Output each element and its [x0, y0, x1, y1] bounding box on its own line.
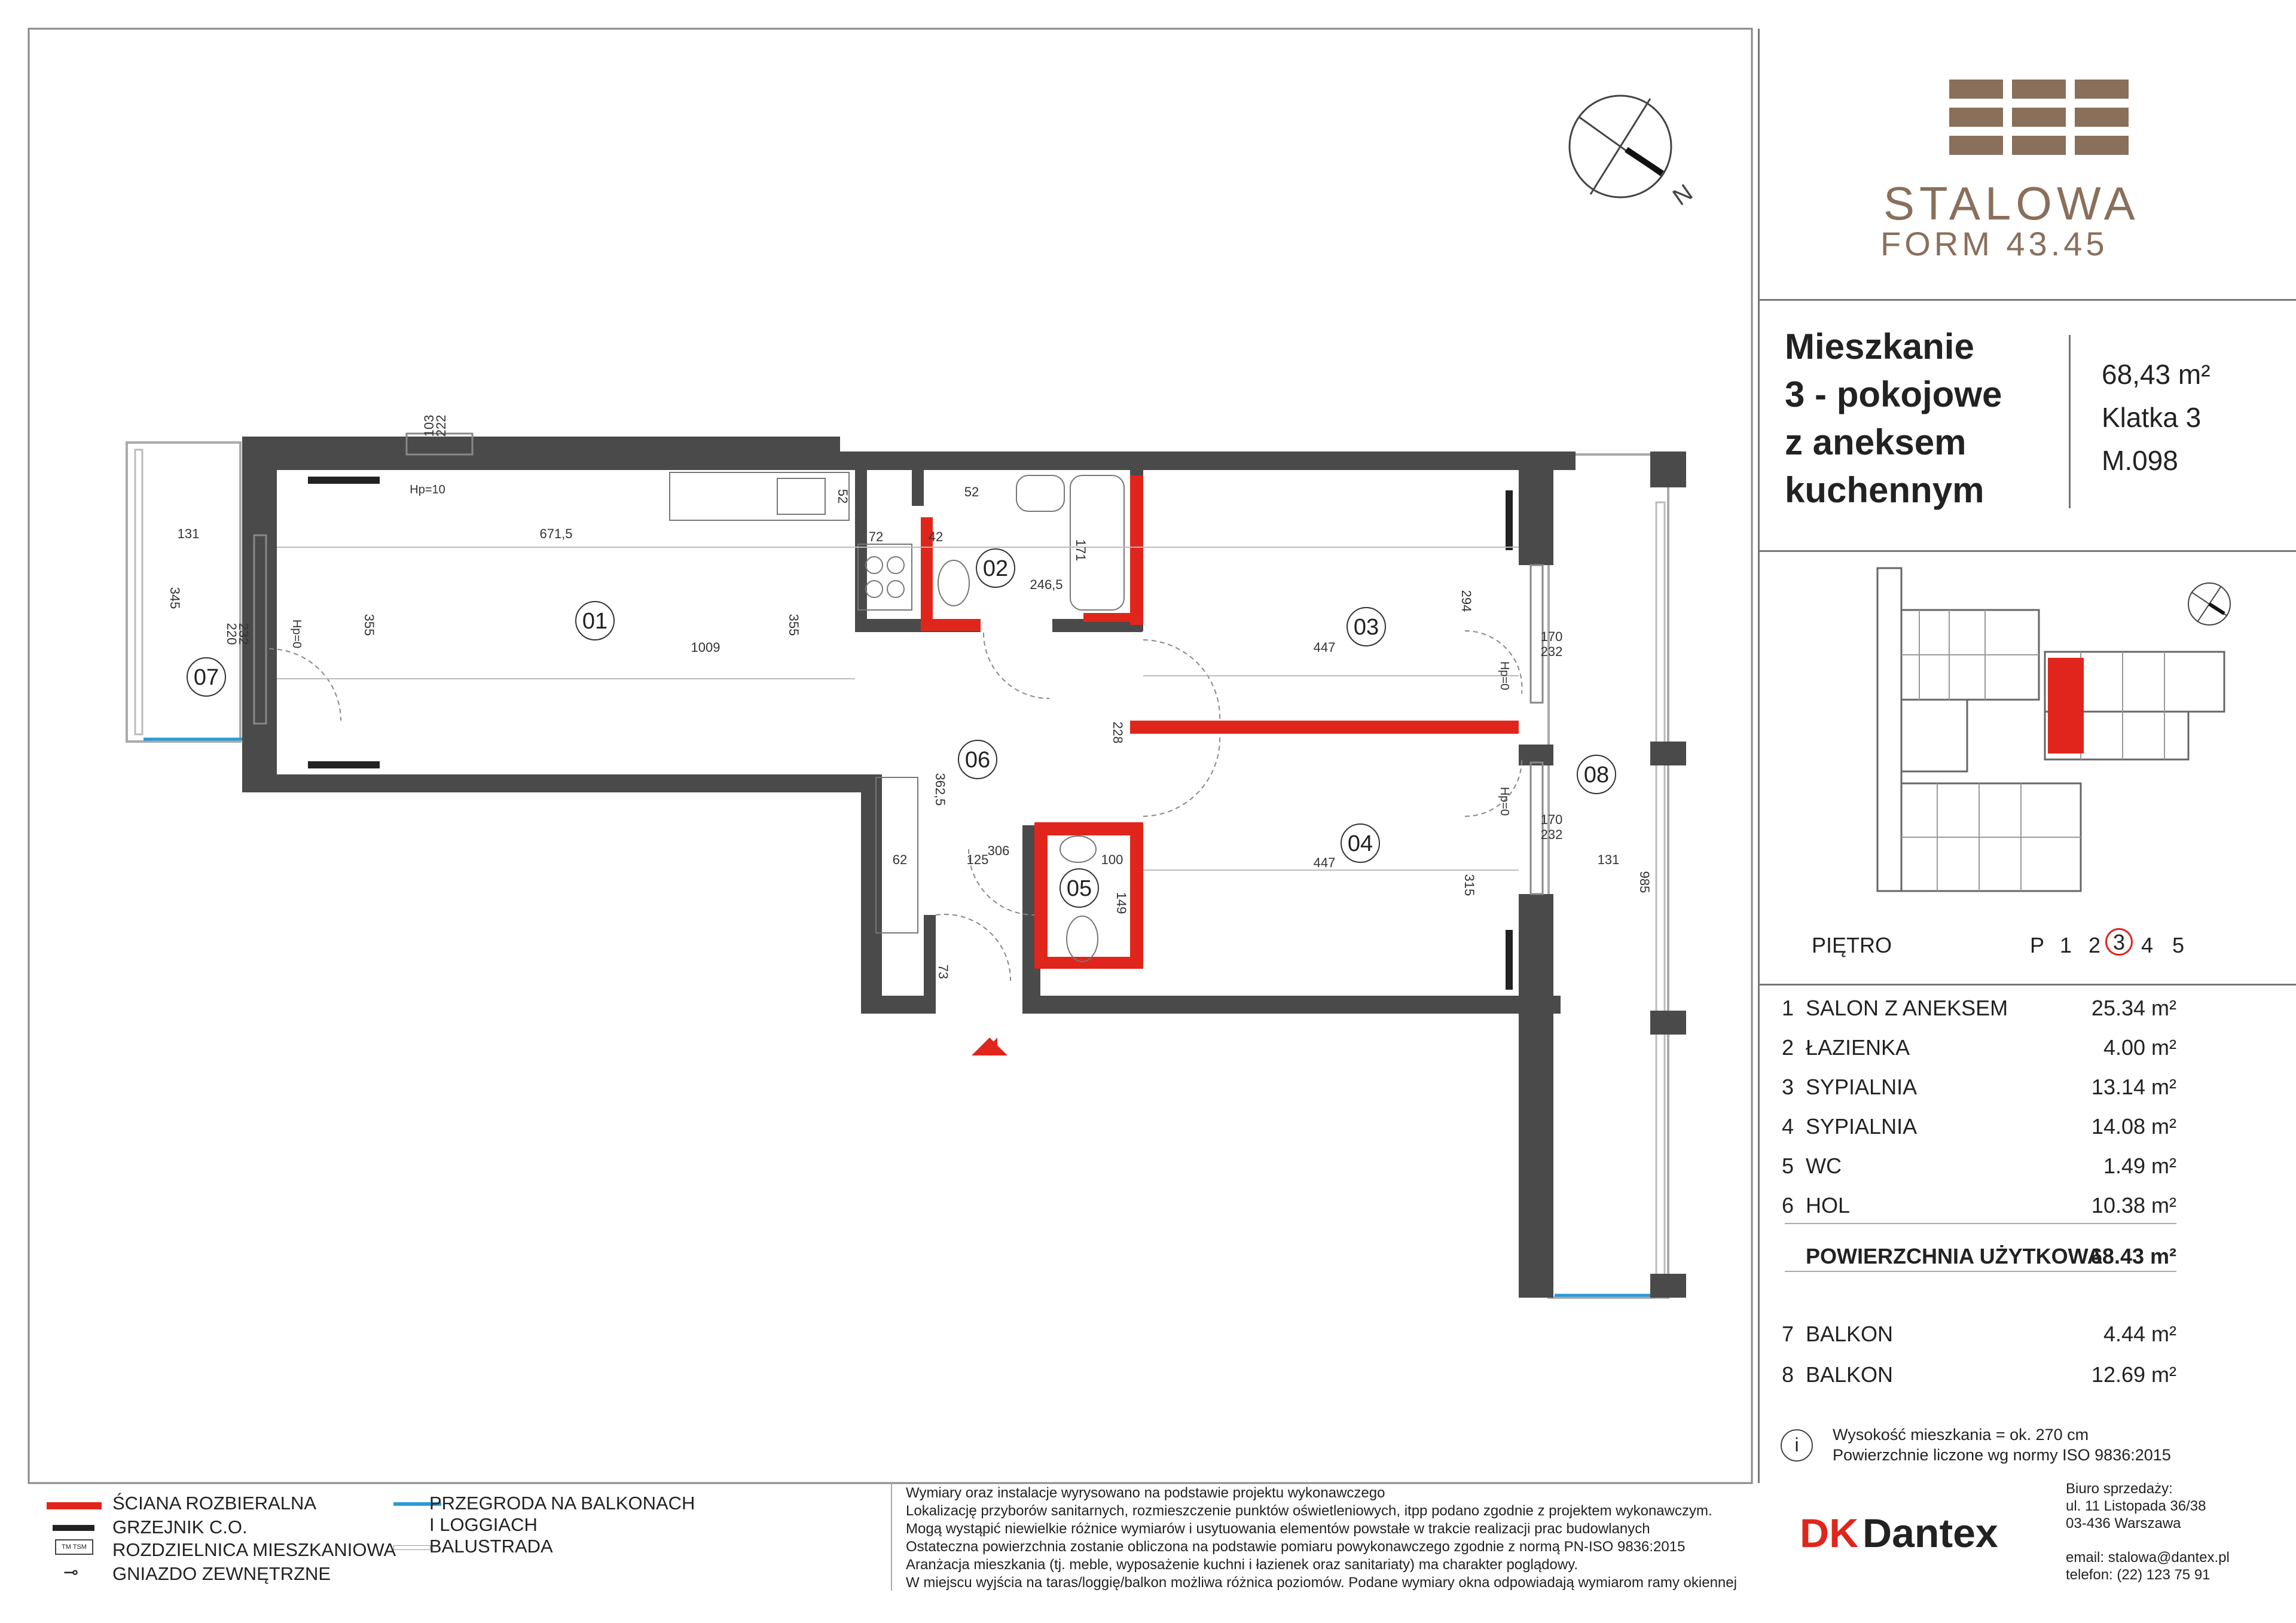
- floor-option[interactable]: 2: [2089, 933, 2101, 957]
- apartment-area: 68,43 m²: [2102, 359, 2210, 390]
- room-label: 01: [582, 609, 608, 634]
- sales-email[interactable]: email: stalowa@dantex.pl: [2066, 1549, 2230, 1566]
- disclaimer-line: Ostateczna powierzchnia zostanie obliczona na podstawie pomiaru powykonawczego zgodnie z normą PN-ISO 9836:2015: [906, 1539, 1686, 1555]
- removable-wall-swatch: [47, 1502, 102, 1509]
- brand-name: STALOWA: [1883, 177, 2140, 230]
- dimension-label: 1009: [691, 640, 720, 655]
- disclaimer-line: Wymiary oraz instalacje wyrysowano na podstawie projektu wykonawczego: [906, 1485, 1385, 1501]
- dim-lines: [277, 547, 1519, 870]
- room-row: [1782, 1075, 2176, 1114]
- room-name: BALKON: [1806, 1322, 1894, 1346]
- dimension-label: 355: [362, 614, 377, 636]
- dimension-label: 345: [167, 587, 182, 609]
- dimension-label: 125: [966, 852, 989, 867]
- dimension-label: 100: [1101, 852, 1123, 867]
- distributor-icon: TM TSM: [55, 1539, 93, 1555]
- dimension-label: 246,5: [1030, 577, 1063, 592]
- note-norm: Powierzchnie liczone wg normy ISO 9836:2015: [1833, 1446, 2171, 1464]
- dimension-label: 170: [1540, 629, 1563, 644]
- apartment-info: [2102, 353, 2210, 482]
- total-label: POWIERZCHNIA UŻYTKOWA: [1806, 1244, 2103, 1268]
- height-difference-label: Hp=10: [410, 483, 445, 496]
- dimension-label: 671,5: [539, 526, 573, 541]
- room-number: 6: [1782, 1193, 1794, 1218]
- entrance-icon: [972, 1038, 1007, 1055]
- dimension-label: 232: [1540, 827, 1563, 842]
- floor-option-selected[interactable]: 3: [2105, 928, 2133, 956]
- dimension-label: 131: [1597, 852, 1620, 867]
- room-number: 5: [1782, 1154, 1794, 1178]
- room-area: 4.44 m²: [2103, 1322, 2176, 1346]
- dimension-label: 306: [987, 843, 1010, 858]
- notes: [1833, 1424, 2171, 1465]
- room-name: BALKON: [1806, 1362, 1894, 1387]
- dimension-label: 362,5: [933, 773, 948, 806]
- room-label: 03: [1353, 615, 1379, 640]
- dimension-label: 131: [177, 526, 200, 541]
- dimension-label: 294: [1459, 590, 1474, 612]
- apartment-title: Mieszkanie 3 - pokojowe z aneksem kuchennym: [1785, 327, 2002, 510]
- room-name: HOL: [1806, 1193, 1851, 1218]
- total-row: [1782, 1244, 2176, 1283]
- room-label: 04: [1347, 831, 1373, 856]
- dimension-label: 315: [1462, 874, 1477, 896]
- room-number: 8: [1782, 1362, 1794, 1387]
- floor-option[interactable]: 1: [2060, 933, 2072, 957]
- note-height: Wysokość mieszkania = ok. 270 cm: [1833, 1426, 2089, 1444]
- room-area: 4.00 m²: [2103, 1035, 2176, 1060]
- room-label: 06: [964, 748, 991, 773]
- room-area: 1.49 m²: [2103, 1154, 2176, 1178]
- disclaimer-line: Mogą wystąpić niewielkie różnice wymiarów i usytuowania elementów powstałe w trakcie realizacji prac budowlanych: [906, 1521, 1650, 1537]
- windows: [254, 434, 1543, 894]
- floor-option[interactable]: 5: [2172, 933, 2185, 957]
- dimension-label: 355: [786, 614, 801, 636]
- removable-walls: [921, 475, 1519, 969]
- panel-divider: [1758, 550, 2296, 552]
- footer-divider: [891, 1483, 892, 1591]
- room-name: SALON Z ANEKSEM: [1806, 996, 2008, 1020]
- room-label: 05: [1066, 876, 1092, 901]
- legend-partition: PRZEGRODA NA BALKONACH: [429, 1493, 695, 1514]
- socket-icon: ⊸: [63, 1563, 79, 1582]
- room-area: 12.69 m²: [2091, 1362, 2176, 1387]
- room-label: 08: [1583, 762, 1610, 788]
- dimension-label: 52: [835, 489, 850, 504]
- floor-label: PIĘTRO: [1812, 933, 1892, 957]
- height-difference-label: Hp=0: [1498, 786, 1511, 816]
- legend-socket: GNIAZDO ZEWNĘTRZNE: [112, 1563, 331, 1584]
- legend-distributor: ROZDZIELNICA MIESZKANIOWA: [112, 1539, 396, 1560]
- disclaimer-line: W miejscu wyjścia na taras/loggię/balkon możliwa różnica poziomów. Podane wymiary okna odpowiadają wymiarom ramy okiennej: [906, 1575, 1737, 1591]
- apartment-number: M.098: [2102, 445, 2178, 476]
- developer-logo-text: Dantex: [1863, 1511, 1998, 1556]
- room-name: WC: [1806, 1154, 1842, 1178]
- brand-logo-icon: [1943, 75, 2141, 164]
- legend: [47, 1489, 902, 1597]
- sales-office: Biuro sprzedaży: ul. 11 Listopada 36/38 03-436 Warszawa email: stalowa@dantex.pl telefon: (22) 123 75 91: [2066, 1481, 2230, 1583]
- dimension-label: 170: [1540, 812, 1563, 827]
- key-plan-compass-icon: [2188, 583, 2230, 625]
- dimension-label: 222: [433, 414, 448, 437]
- dimension-label: 447: [1313, 640, 1336, 655]
- dimension-label: 220: [224, 623, 239, 645]
- developer-logo-mark: DK: [1800, 1511, 1859, 1556]
- room-area: 14.08 m²: [2091, 1114, 2176, 1139]
- legend-wall: ŚCIANA ROZBIERALNA: [112, 1493, 317, 1514]
- room-name: SYPIALNIA: [1806, 1114, 1918, 1139]
- room-area: 10.38 m²: [2091, 1193, 2176, 1218]
- room-row: [1782, 1154, 2176, 1193]
- sales-phone[interactable]: telefon: (22) 123 75 91: [2066, 1567, 2210, 1583]
- legend-railing: BALUSTRADA: [429, 1536, 553, 1557]
- floor-option[interactable]: P: [2030, 933, 2045, 957]
- panel-divider: [1758, 29, 1760, 1483]
- dimension-label: 52: [964, 484, 979, 499]
- dimension-label: 447: [1313, 855, 1336, 870]
- dimension-label: 62: [892, 852, 908, 867]
- room-name: SYPIALNIA: [1806, 1075, 1918, 1099]
- disclaimer-line: Aranżacja mieszkania (tj. meble, wyposażenie kuchni i łazienek oraz sanitariaty) ma charakter poglądowy.: [906, 1557, 1578, 1573]
- floor-selector: [2024, 928, 2197, 958]
- title-divider: [2069, 335, 2071, 508]
- brand-subtitle: FORM 43.45: [1880, 225, 2108, 263]
- dimensions: [167, 415, 1652, 980]
- panel-divider: [1758, 299, 2296, 301]
- brand-logo: [1943, 75, 2141, 167]
- balcony-row: [1782, 1322, 2176, 1361]
- railing-swatch: [393, 1545, 430, 1550]
- room-number: 2: [1782, 1035, 1794, 1060]
- balcony-row: [1782, 1362, 2176, 1402]
- balcony-07: [127, 443, 242, 742]
- total-area: 68.43 m²: [2090, 1244, 2176, 1268]
- svg-text:N: N: [1668, 179, 1697, 211]
- dimension-label: 103: [422, 414, 436, 437]
- radiator-icon: [53, 1525, 94, 1531]
- key-plan-apartment-highlight: [2048, 658, 2084, 753]
- height-difference-label: Hp=0: [290, 619, 303, 649]
- disclaimer-line: Lokalizację przyborów sanitarnych, rozmieszczenie punktów oświetleniowych, itpp podano zgodnie z projektem wykonawczym.: [906, 1503, 1712, 1519]
- height-difference-label: Hp=0: [1498, 661, 1511, 691]
- room-number: 4: [1782, 1114, 1794, 1139]
- doors: [269, 631, 1522, 981]
- room-number: 3: [1782, 1075, 1794, 1099]
- dimension-label: 72: [868, 529, 884, 544]
- dimension-label: 42: [928, 529, 944, 544]
- table-line: [1785, 1223, 2176, 1224]
- dimension-label: 232: [1540, 644, 1563, 659]
- room-area: 13.14 m²: [2091, 1075, 2176, 1099]
- room-label: 07: [193, 665, 219, 690]
- dimension-label: 228: [1110, 721, 1125, 744]
- legend-partition-2: I LOGGIACH: [429, 1514, 538, 1535]
- room-area: 25.34 m²: [2091, 996, 2176, 1020]
- panel-divider: [1758, 984, 2296, 986]
- disclaimer: [906, 1484, 1755, 1592]
- dimension-label: 73: [936, 964, 951, 980]
- room-row: [1782, 996, 2176, 1035]
- room-row: [1782, 1193, 2176, 1232]
- room-row: [1782, 1114, 2176, 1154]
- dimension-label: 149: [1114, 892, 1129, 914]
- key-plan: [1866, 556, 2236, 903]
- room-row: [1782, 1035, 2176, 1075]
- room-label: 02: [982, 556, 1009, 581]
- dimension-label: 232: [236, 623, 251, 645]
- room-number: 7: [1782, 1322, 1794, 1346]
- compass-icon: [1570, 96, 1697, 210]
- dimension-label: 171: [1073, 539, 1088, 562]
- legend-radiator: GRZEJNIK C.O.: [112, 1517, 248, 1537]
- room-number: 1: [1782, 996, 1794, 1020]
- floor-option[interactable]: 4: [2141, 933, 2154, 957]
- info-icon: i: [1781, 1429, 1813, 1462]
- room-name: ŁAZIENKA: [1806, 1035, 1910, 1060]
- dimension-label: 985: [1637, 871, 1652, 893]
- apartment-staircase: Klatka 3: [2102, 402, 2202, 433]
- plan-frame: [29, 29, 1752, 1483]
